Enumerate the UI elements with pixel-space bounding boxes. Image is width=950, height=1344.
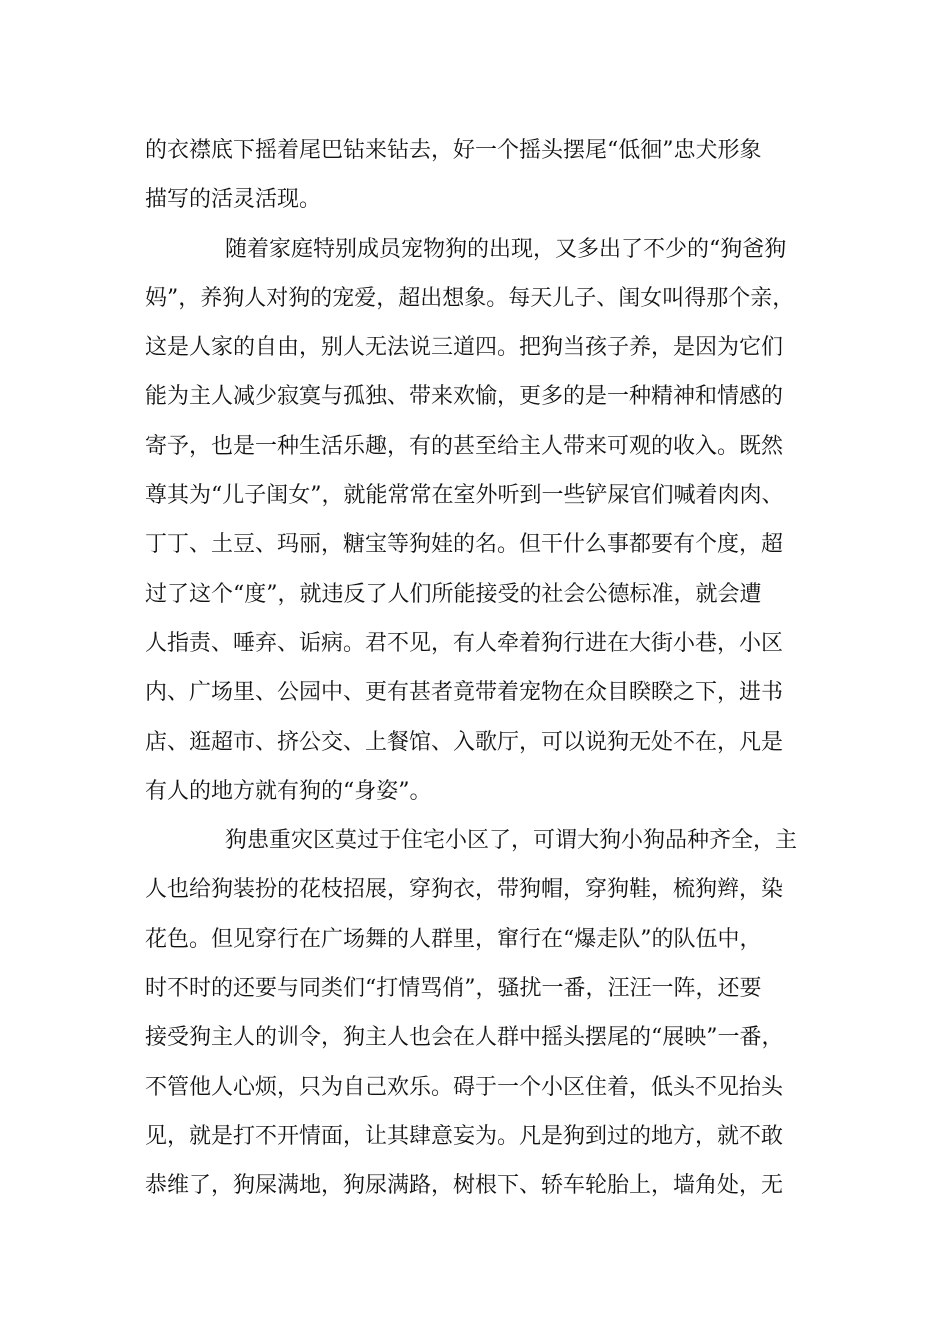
text-line: 有人的地方就有狗的“身姿”。 — [145, 778, 432, 804]
text-line: 能为主人减少寂寞与孤独、带来欢愉，更多的是一种精神和情感的 — [145, 384, 784, 410]
text-line: 不管他人心烦，只为自己欢乐。碍于一个小区住着，低头不见抬头 — [145, 1074, 784, 1100]
text-line: 的衣襟底下摇着尾巴钻来钻去，好一个摇头摆尾“低徊”忠犬形象 — [145, 138, 762, 163]
body-text — [145, 126, 825, 1211]
paragraph-first-line: 狗患重灾区莫过于住宅小区了，可谓大狗小狗品种齐全，主 — [225, 828, 798, 854]
text-line: 人也给狗装扮的花枝招展，穿狗衣，带狗帽，穿狗鞋，梳狗辫，染 — [145, 877, 784, 903]
text-line: 妈”，养狗人对狗的宠爱，超出想象。每天儿子、闺女叫得那个亲， — [145, 285, 795, 311]
text-line: 恭维了，狗屎满地，狗尿满路，树根下、轿车轮胎上，墙角处，无 — [145, 1173, 784, 1199]
text-line: 过了这个“度”，就违反了人们所能接受的社会公德标准，就会遭 — [145, 581, 762, 607]
text-line: 描写的活灵活现。 — [145, 187, 322, 213]
text-line: 内、广场里、公园中、更有甚者竟带着宠物在众目睽睽之下，进书 — [145, 680, 784, 706]
text-line: 店、逛超市、挤公交、上餐馆、入歌厅，可以说狗无处不在，凡是 — [145, 729, 784, 755]
text-line: 丁丁、土豆、玛丽，糖宝等狗娃的名。但干什么事都要有个度，超 — [145, 532, 784, 558]
text-line: 时不时的还要与同类们“打情骂俏”，骚扰一番，汪汪一阵，还要 — [145, 976, 762, 1002]
text-line: 接受狗主人的训令，狗主人也会在人群中摇头摆尾的“展映”一番， — [145, 1025, 784, 1051]
paragraph-first-line: 随着家庭特别成员宠物狗的出现，又多出了不少的“狗爸狗 — [225, 236, 787, 262]
text-line: 这是人家的自由，别人无法说三道四。把狗当孩子养，是因为它们 — [145, 335, 784, 361]
text-line: 寄予，也是一种生活乐趣，有的甚至给主人带来可观的收入。既然 — [145, 433, 784, 459]
text-line: 花色。但见穿行在广场舞的人群里，窜行在“爆走队”的队伍中， — [145, 926, 762, 952]
text-line: 见，就是打不开情面，让其肆意妄为。凡是狗到过的地方，就不敢 — [145, 1123, 784, 1149]
text-line: 尊其为“儿子闺女”，就能常常在室外听到一些铲屎官们喊着肉肉、 — [145, 483, 784, 509]
text-line: 人指责、唾弃、诟病。君不见，有人牵着狗行进在大街小巷，小区 — [145, 630, 784, 656]
